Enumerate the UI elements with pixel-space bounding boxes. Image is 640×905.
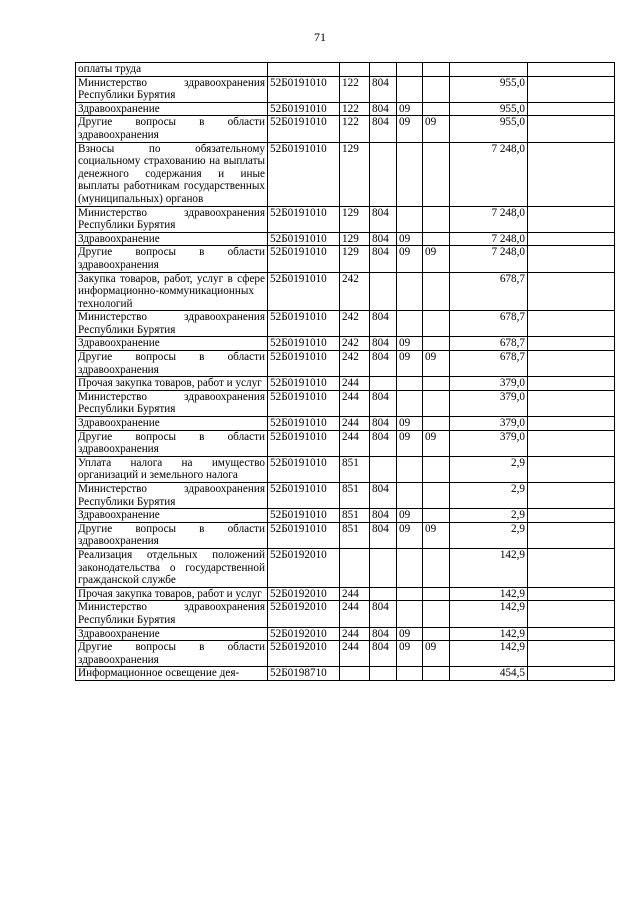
expense-type-cell: 129	[340, 142, 370, 206]
expense-type-cell: 244	[340, 377, 370, 391]
extra-cell	[528, 246, 615, 272]
section-cell: 09	[397, 509, 423, 523]
subsection-cell	[423, 509, 450, 523]
table-row	[76, 272, 615, 311]
extra-cell	[528, 627, 615, 641]
table-row	[76, 390, 615, 416]
extra-cell	[528, 390, 615, 416]
table-row	[76, 311, 615, 337]
table-row	[76, 337, 615, 351]
extra-cell	[528, 102, 615, 116]
subsection-cell	[423, 232, 450, 246]
extra-cell	[528, 548, 615, 587]
target-article-cell: 52Б0198710	[268, 667, 340, 681]
expense-type-cell: 242	[340, 337, 370, 351]
name-cell: Другие вопросы в области здравоохранения	[76, 522, 268, 548]
extra-cell	[528, 417, 615, 431]
expense-type-cell: 242	[340, 351, 370, 377]
ministry-code-cell: 804	[370, 601, 397, 627]
ministry-code-cell: 804	[370, 337, 397, 351]
expense-type-cell: 122	[340, 102, 370, 116]
section-cell: 09	[397, 417, 423, 431]
extra-cell	[528, 272, 615, 311]
ministry-code-cell	[370, 272, 397, 311]
ministry-code-cell: 804	[370, 116, 397, 142]
amount-cell: 678,7	[450, 337, 528, 351]
expense-type-cell	[340, 667, 370, 681]
target-article-cell: 52Б0191010	[268, 390, 340, 416]
target-article-cell: 52Б0192010	[268, 641, 340, 667]
expense-type-cell: 122	[340, 76, 370, 102]
table-row	[76, 522, 615, 548]
amount-cell: 7 248,0	[450, 142, 528, 206]
subsection-cell	[423, 483, 450, 509]
target-article-cell: 52Б0191010	[268, 246, 340, 272]
amount-cell: 2,9	[450, 456, 528, 482]
amount-cell: 7 248,0	[450, 232, 528, 246]
name-cell: Другие вопросы в области здравоохранения	[76, 430, 268, 456]
section-cell	[397, 272, 423, 311]
section-cell: 09	[397, 116, 423, 142]
expense-type-cell: 242	[340, 272, 370, 311]
table-row	[76, 587, 615, 601]
target-article-cell: 52Б0192010	[268, 627, 340, 641]
subsection-cell: 09	[423, 641, 450, 667]
table-row	[76, 76, 615, 102]
expense-type-cell: 244	[340, 587, 370, 601]
extra-cell	[528, 601, 615, 627]
name-cell: Министерство здравоохранения Республики Бурятия	[76, 311, 268, 337]
amount-cell: 678,7	[450, 351, 528, 377]
ministry-code-cell: 804	[370, 232, 397, 246]
table-row	[76, 430, 615, 456]
subsection-cell	[423, 627, 450, 641]
expense-type-cell: 244	[340, 641, 370, 667]
name-cell: Другие вопросы в области здравоохранения	[76, 351, 268, 377]
amount-cell: 379,0	[450, 430, 528, 456]
expense-type-cell	[340, 63, 370, 77]
table-row	[76, 627, 615, 641]
table-row	[76, 377, 615, 391]
amount-cell: 2,9	[450, 483, 528, 509]
table-row	[76, 206, 615, 232]
name-cell: Реализация отдельных положений законодательства о государственной гражданской службе	[76, 548, 268, 587]
target-article-cell: 52Б0192010	[268, 587, 340, 601]
expense-type-cell: 242	[340, 311, 370, 337]
name-cell: Министерство здравоохранения Республики Бурятия	[76, 76, 268, 102]
name-cell: Здравоохранение	[76, 337, 268, 351]
amount-cell: 2,9	[450, 509, 528, 523]
target-article-cell: 52Б0191010	[268, 483, 340, 509]
expense-type-cell: 129	[340, 246, 370, 272]
ministry-code-cell: 804	[370, 483, 397, 509]
extra-cell	[528, 377, 615, 391]
section-cell	[397, 63, 423, 77]
ministry-code-cell	[370, 456, 397, 482]
target-article-cell: 52Б0191010	[268, 311, 340, 337]
section-cell	[397, 390, 423, 416]
ministry-code-cell: 804	[370, 102, 397, 116]
name-cell: оплаты труда	[76, 63, 268, 77]
name-cell: Здравоохранение	[76, 509, 268, 523]
target-article-cell: 52Б0191010	[268, 351, 340, 377]
subsection-cell	[423, 76, 450, 102]
amount-cell: 454,5	[450, 667, 528, 681]
amount-cell: 7 248,0	[450, 206, 528, 232]
ministry-code-cell	[370, 548, 397, 587]
amount-cell: 379,0	[450, 390, 528, 416]
target-article-cell: 52Б0191010	[268, 509, 340, 523]
section-cell	[397, 142, 423, 206]
extra-cell	[528, 641, 615, 667]
name-cell: Министерство здравоохранения Республики Бурятия	[76, 483, 268, 509]
amount-cell: 2,9	[450, 522, 528, 548]
target-article-cell: 52Б0191010	[268, 142, 340, 206]
amount-cell: 142,9	[450, 587, 528, 601]
section-cell	[397, 548, 423, 587]
amount-cell	[450, 63, 528, 77]
subsection-cell: 09	[423, 116, 450, 142]
subsection-cell	[423, 272, 450, 311]
subsection-cell: 09	[423, 430, 450, 456]
name-cell: Другие вопросы в области здравоохранения	[76, 246, 268, 272]
table-row	[76, 483, 615, 509]
target-article-cell: 52Б0191010	[268, 206, 340, 232]
amount-cell: 955,0	[450, 76, 528, 102]
ministry-code-cell: 804	[370, 206, 397, 232]
section-cell	[397, 483, 423, 509]
amount-cell: 678,7	[450, 311, 528, 337]
target-article-cell: 52Б0191010	[268, 417, 340, 431]
table-row	[76, 63, 615, 77]
target-article-cell: 52Б0191010	[268, 272, 340, 311]
subsection-cell	[423, 102, 450, 116]
name-cell: Другие вопросы в области здравоохранения	[76, 641, 268, 667]
ministry-code-cell: 804	[370, 311, 397, 337]
section-cell: 09	[397, 337, 423, 351]
target-article-cell: 52Б0191010	[268, 76, 340, 102]
subsection-cell	[423, 63, 450, 77]
subsection-cell	[423, 390, 450, 416]
extra-cell	[528, 142, 615, 206]
extra-cell	[528, 351, 615, 377]
ministry-code-cell: 804	[370, 509, 397, 523]
extra-cell	[528, 63, 615, 77]
table-row	[76, 142, 615, 206]
extra-cell	[528, 522, 615, 548]
target-article-cell: 52Б0191010	[268, 456, 340, 482]
subsection-cell	[423, 587, 450, 601]
expense-type-cell: 129	[340, 206, 370, 232]
expense-type-cell: 129	[340, 232, 370, 246]
section-cell	[397, 377, 423, 391]
table-row	[76, 232, 615, 246]
name-cell: Здравоохранение	[76, 417, 268, 431]
ministry-code-cell	[370, 377, 397, 391]
table-row	[76, 667, 615, 681]
expense-type-cell: 851	[340, 456, 370, 482]
section-cell	[397, 601, 423, 627]
target-article-cell: 52Б0191010	[268, 232, 340, 246]
extra-cell	[528, 430, 615, 456]
subsection-cell	[423, 548, 450, 587]
name-cell: Министерство здравоохранения Республики Бурятия	[76, 206, 268, 232]
amount-cell: 955,0	[450, 116, 528, 142]
expense-type-cell: 244	[340, 417, 370, 431]
section-cell: 09	[397, 522, 423, 548]
extra-cell	[528, 509, 615, 523]
ministry-code-cell: 804	[370, 627, 397, 641]
section-cell	[397, 311, 423, 337]
section-cell: 09	[397, 627, 423, 641]
expense-type-cell: 122	[340, 116, 370, 142]
ministry-code-cell: 804	[370, 430, 397, 456]
section-cell	[397, 206, 423, 232]
table-row	[76, 102, 615, 116]
expense-type-cell: 851	[340, 509, 370, 523]
ministry-code-cell	[370, 667, 397, 681]
target-article-cell: 52Б0191010	[268, 337, 340, 351]
table-row	[76, 641, 615, 667]
expense-type-cell: 244	[340, 601, 370, 627]
extra-cell	[528, 116, 615, 142]
subsection-cell	[423, 417, 450, 431]
ministry-code-cell: 804	[370, 246, 397, 272]
amount-cell: 379,0	[450, 377, 528, 391]
name-cell: Другие вопросы в области здравоохранения	[76, 116, 268, 142]
name-cell: Здравоохранение	[76, 102, 268, 116]
name-cell: Здравоохранение	[76, 232, 268, 246]
table-row	[76, 246, 615, 272]
ministry-code-cell: 804	[370, 351, 397, 377]
ministry-code-cell	[370, 142, 397, 206]
target-article-cell: 52Б0192010	[268, 548, 340, 587]
name-cell: Информационное освещение дея-	[76, 667, 268, 681]
target-article-cell: 52Б0191010	[268, 522, 340, 548]
section-cell: 09	[397, 351, 423, 377]
subsection-cell: 09	[423, 246, 450, 272]
subsection-cell	[423, 142, 450, 206]
subsection-cell: 09	[423, 351, 450, 377]
subsection-cell	[423, 667, 450, 681]
extra-cell	[528, 232, 615, 246]
target-article-cell: 52Б0191010	[268, 377, 340, 391]
budget-table	[75, 62, 615, 681]
name-cell: Взносы по обязательному социальному страхованию на выплаты денежного содержания и иные выплаты работникам государственных (муниципальных) органов	[76, 142, 268, 206]
name-cell: Прочая закупка товаров, работ и услуг	[76, 587, 268, 601]
section-cell: 09	[397, 641, 423, 667]
expense-type-cell: 244	[340, 627, 370, 641]
extra-cell	[528, 483, 615, 509]
amount-cell: 142,9	[450, 627, 528, 641]
expense-type-cell: 244	[340, 430, 370, 456]
table-row	[76, 548, 615, 587]
amount-cell: 142,9	[450, 548, 528, 587]
section-cell: 09	[397, 232, 423, 246]
section-cell	[397, 456, 423, 482]
amount-cell: 678,7	[450, 272, 528, 311]
target-article-cell: 52Б0192010	[268, 601, 340, 627]
extra-cell	[528, 587, 615, 601]
amount-cell: 142,9	[450, 641, 528, 667]
expense-type-cell	[340, 548, 370, 587]
subsection-cell	[423, 311, 450, 337]
table-row	[76, 351, 615, 377]
subsection-cell	[423, 206, 450, 232]
amount-cell: 142,9	[450, 601, 528, 627]
name-cell: Министерство здравоохранения Республики Бурятия	[76, 390, 268, 416]
section-cell: 09	[397, 102, 423, 116]
name-cell: Министерство здравоохранения Республики Бурятия	[76, 601, 268, 627]
ministry-code-cell: 804	[370, 76, 397, 102]
name-cell: Закупка товаров, работ, услуг в сфере информационно-коммуникационных технологий	[76, 272, 268, 311]
target-article-cell	[268, 63, 340, 77]
subsection-cell	[423, 377, 450, 391]
subsection-cell	[423, 456, 450, 482]
subsection-cell: 09	[423, 522, 450, 548]
table-row	[76, 601, 615, 627]
extra-cell	[528, 311, 615, 337]
ministry-code-cell: 804	[370, 522, 397, 548]
table-row	[76, 509, 615, 523]
ministry-code-cell	[370, 63, 397, 77]
table-row	[76, 456, 615, 482]
section-cell: 09	[397, 246, 423, 272]
target-article-cell: 52Б0191010	[268, 430, 340, 456]
extra-cell	[528, 667, 615, 681]
name-cell: Здравоохранение	[76, 627, 268, 641]
table-row	[76, 116, 615, 142]
name-cell: Уплата налога на имущество организаций и земельного налога	[76, 456, 268, 482]
target-article-cell: 52Б0191010	[268, 116, 340, 142]
expense-type-cell: 851	[340, 483, 370, 509]
ministry-code-cell: 804	[370, 417, 397, 431]
subsection-cell	[423, 337, 450, 351]
page-number: 71	[314, 30, 326, 44]
ministry-code-cell: 804	[370, 390, 397, 416]
amount-cell: 379,0	[450, 417, 528, 431]
extra-cell	[528, 206, 615, 232]
extra-cell	[528, 337, 615, 351]
subsection-cell	[423, 601, 450, 627]
section-cell	[397, 587, 423, 601]
amount-cell: 955,0	[450, 102, 528, 116]
ministry-code-cell	[370, 587, 397, 601]
section-cell	[397, 76, 423, 102]
section-cell: 09	[397, 430, 423, 456]
section-cell	[397, 667, 423, 681]
expense-type-cell: 851	[340, 522, 370, 548]
expense-type-cell: 244	[340, 390, 370, 416]
amount-cell: 7 248,0	[450, 246, 528, 272]
extra-cell	[528, 76, 615, 102]
extra-cell	[528, 456, 615, 482]
name-cell: Прочая закупка товаров, работ и услуг	[76, 377, 268, 391]
target-article-cell: 52Б0191010	[268, 102, 340, 116]
ministry-code-cell: 804	[370, 641, 397, 667]
table-row	[76, 417, 615, 431]
